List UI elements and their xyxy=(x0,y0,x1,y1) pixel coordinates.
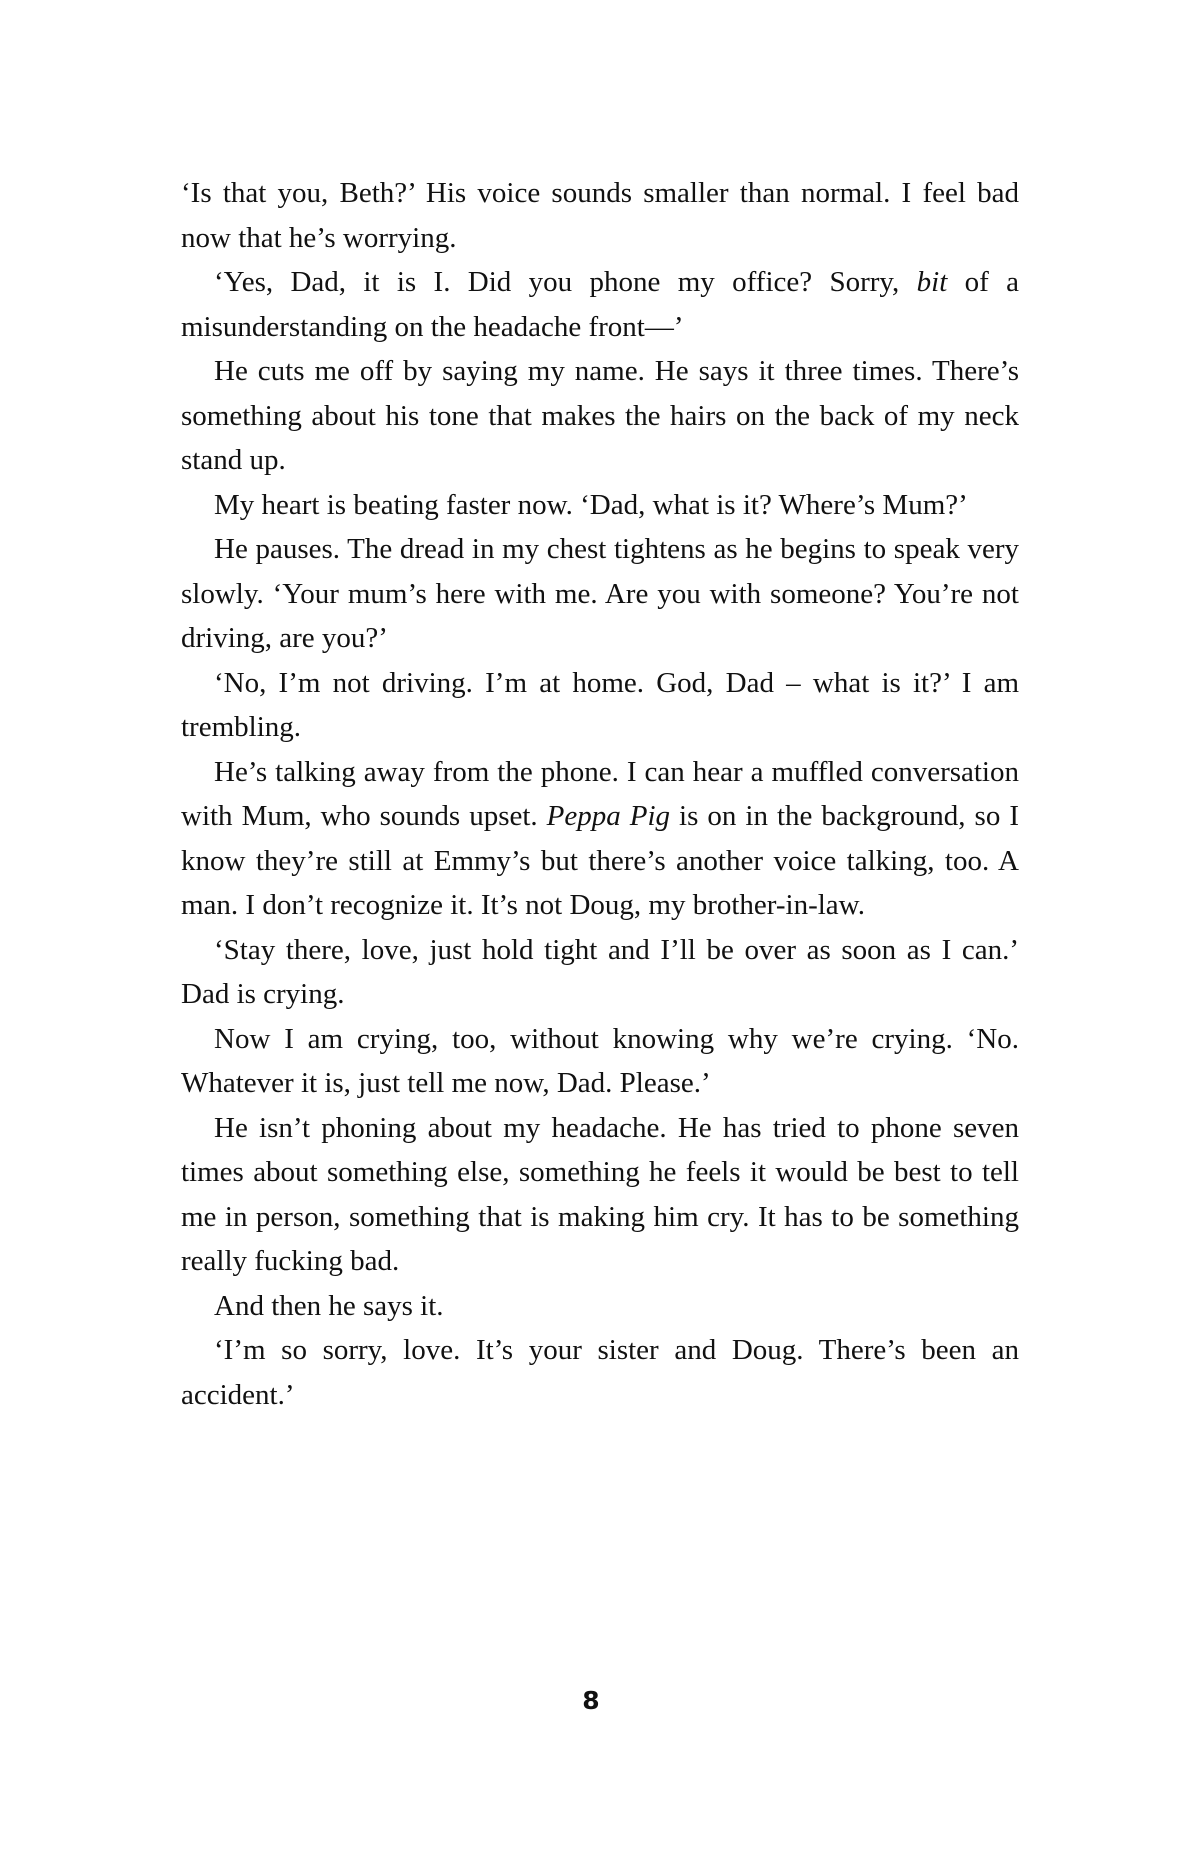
emphasis-peppa-pig: Peppa Pig xyxy=(546,800,671,832)
paragraph-10: He isn’t phoning about my headache. He has tried to phone seven times about something else, something he feels it would be best to tell me in person, something that is making him cry. It has to be something really fucking bad. xyxy=(181,1111,1019,1277)
paragraph-6: ‘No, I’m not driving. I’m at home. God, Dad – what is it?’ I am trembling. xyxy=(181,666,1019,743)
page-number: 8 xyxy=(582,1686,600,1715)
paragraph-12: ‘I’m so sorry, love. It’s your sister and Doug. There’s been an accident.’ xyxy=(181,1334,1019,1411)
paragraph-7: He’s talking away from the phone. I can hear a muffled conversation with Mum, who sounds upset. Peppa Pig is on in the background, so I know they’re still at Emmy’s but there’s another voice talking, too. A man. I don’t recognize it. It’s not Doug, my brother-in-law. xyxy=(181,755,1020,921)
paragraph-2: ‘Yes, Dad, it is I. Did you phone my office? Sorry, bit of a misunderstanding on the headache front—’ xyxy=(181,266,1020,343)
body-text xyxy=(181,171,1019,1417)
paragraph-1: ‘Is that you, Beth?’ His voice sounds smaller than normal. I feel bad now that he’s worrying. xyxy=(181,177,1019,254)
paragraph-9: Now I am crying, too, without knowing why we’re crying. ‘No. Whatever it is, just tell me now, Dad. Please.’ xyxy=(181,1022,1019,1099)
paragraph-8: ‘Stay there, love, just hold tight and I’ll be over as soon as I can.’ Dad is crying. xyxy=(181,933,1019,1010)
paragraph-4: My heart is beating faster now. ‘Dad, what is it? Where’s Mum?’ xyxy=(214,488,968,521)
paragraph-11: And then he says it. xyxy=(214,1289,444,1322)
paragraph-5: He pauses. The dread in my chest tightens as he begins to speak very slowly. ‘Your mum’s here with me. Are you with someone? You’re not driving, are you?’ xyxy=(181,533,1019,654)
paragraph-3: He cuts me off by saying my name. He says it three times. There’s something about his tone that makes the hairs on the back of my neck stand up. xyxy=(181,355,1019,476)
emphasis-bit: bit xyxy=(916,266,948,298)
